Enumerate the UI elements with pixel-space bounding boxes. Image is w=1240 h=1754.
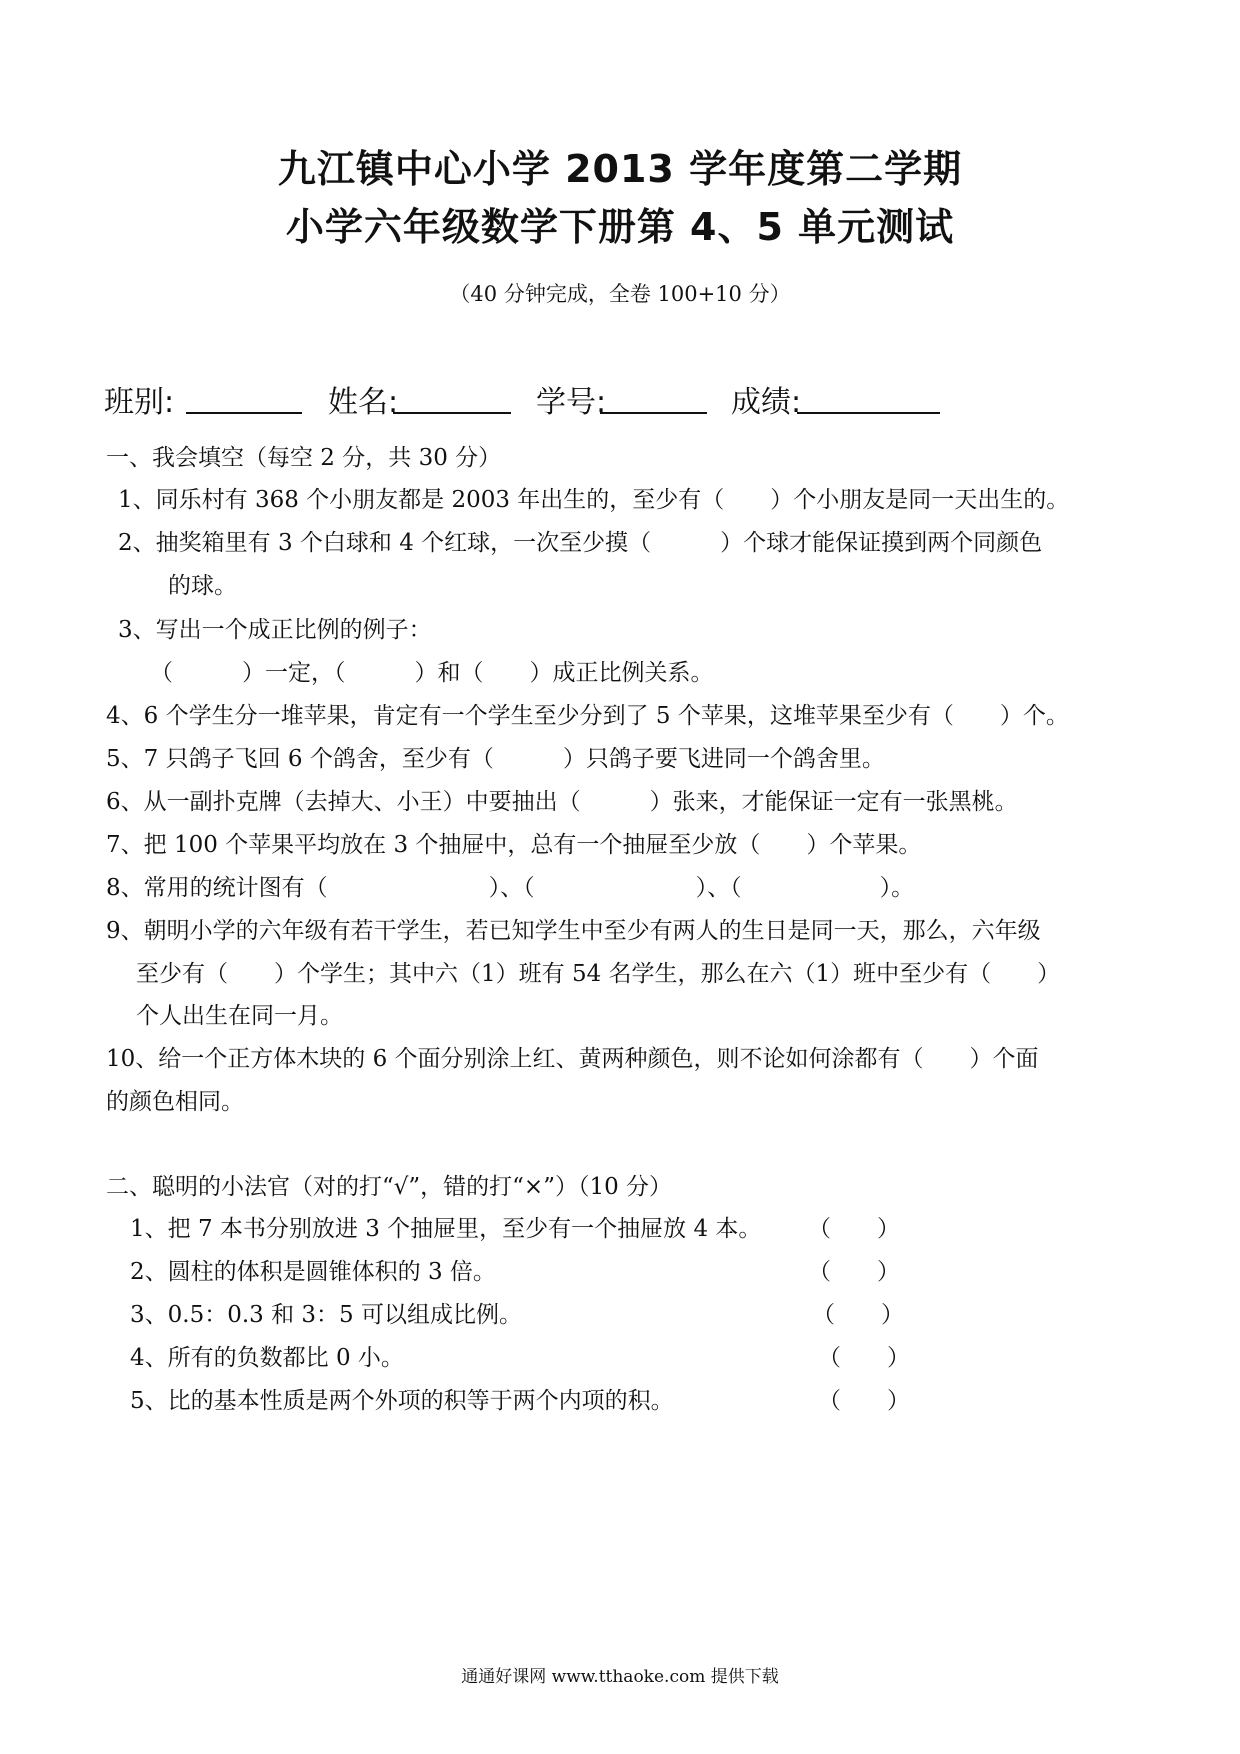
answer-bracket[interactable]: （ ） <box>818 1388 910 1414</box>
question-line: 3、写出一个成正比例的例子： <box>118 617 432 643</box>
student-number-label: 学号: <box>536 385 607 420</box>
judgement-statement: 4、所有的负数都比 0 小。 <box>130 1345 404 1371</box>
question-line: （ ）一定，（ ）和（ ）成正比例关系。 <box>150 660 714 686</box>
question-line: 7、把 100 个苹果平均放在 3 个抽屉中，总有一个抽屉至少放（ ）个苹果。 <box>106 832 922 858</box>
judgement-statement: 1、把 7 本书分别放进 3 个抽屉里，至少有一个抽屉放 4 本。 <box>130 1216 762 1242</box>
exam-subtitle: （40 分钟完成，全卷 100+10 分） <box>449 282 791 306</box>
footer-source: 通通好课网 www.tthaoke.com 提供下载 <box>461 1667 779 1687</box>
question-line: 6、从一副扑克牌（去掉大、小王）中要抽出（ ）张来，才能保证一定有一张黑桃。 <box>106 789 1018 815</box>
score-label: 成绩: <box>731 385 802 420</box>
judgement-statement: 3、0.5：0.3 和 3：5 可以组成比例。 <box>130 1302 522 1328</box>
answer-bracket[interactable]: （ ） <box>812 1302 904 1328</box>
question-line: 2、抽奖箱里有 3 个白球和 4 个红球，一次至少摸（ ）个球才能保证摸到两个同颜色 <box>118 530 1043 556</box>
section-2-heading: 二、聪明的小法官（对的打“√”，错的打“×”）（10 分） <box>106 1174 673 1200</box>
section-1-heading: 一、我会填空（每空 2 分，共 30 分） <box>106 445 502 471</box>
question-line: 9、朝明小学的六年级有若干学生，若已知学生中至少有两人的生日是同一天，那么，六年级 <box>106 918 1041 944</box>
name-label: 姓名: <box>328 385 399 420</box>
question-line: 的球。 <box>168 573 237 599</box>
answer-bracket[interactable]: （ ） <box>808 1216 900 1242</box>
question-line: 1、同乐村有 368 个小朋友都是 2003 年出生的，至少有（ ）个小朋友是同一天出生的。 <box>118 487 1070 513</box>
question-line: 4、6 个学生分一堆苹果，肯定有一个学生至少分到了 5 个苹果，这堆苹果至少有（ ）个。 <box>106 703 1069 729</box>
question-line: 5、7 只鸽子飞回 6 个鸽舍，至少有（ ）只鸽子要飞进同一个鸽舍里。 <box>106 746 885 772</box>
question-line: 10、给一个正方体木块的 6 个面分别涂上红、黄两种颜色，则不论如何涂都有（ ）个面 <box>106 1046 1039 1072</box>
question-line: 至少有（ ）个学生；其中六（1）班有 54 名学生，那么在六（1）班中至少有（ ） <box>136 961 1061 987</box>
name-blank[interactable] <box>393 412 511 414</box>
class-blank[interactable] <box>186 412 302 414</box>
judgement-statement: 2、圆柱的体积是圆锥体积的 3 倍。 <box>130 1259 496 1285</box>
title-line-1: 九江镇中心小学 2013 学年度第二学期 <box>277 147 963 191</box>
student-number-blank[interactable] <box>600 412 707 414</box>
title-line-2: 小学六年级数学下册第 4、5 单元测试 <box>285 205 955 249</box>
question-line: 8、常用的统计图有（ ）、（ ）、（ ）。 <box>106 875 915 901</box>
question-line: 个人出生在同一月。 <box>136 1003 343 1029</box>
answer-bracket[interactable]: （ ） <box>818 1345 910 1371</box>
class-label: 班别: <box>104 385 175 420</box>
judgement-statement: 5、比的基本性质是两个外项的积等于两个内项的积。 <box>130 1388 674 1414</box>
answer-bracket[interactable]: （ ） <box>808 1259 900 1285</box>
score-blank[interactable] <box>797 412 940 414</box>
question-line: 的颜色相同。 <box>106 1089 244 1115</box>
